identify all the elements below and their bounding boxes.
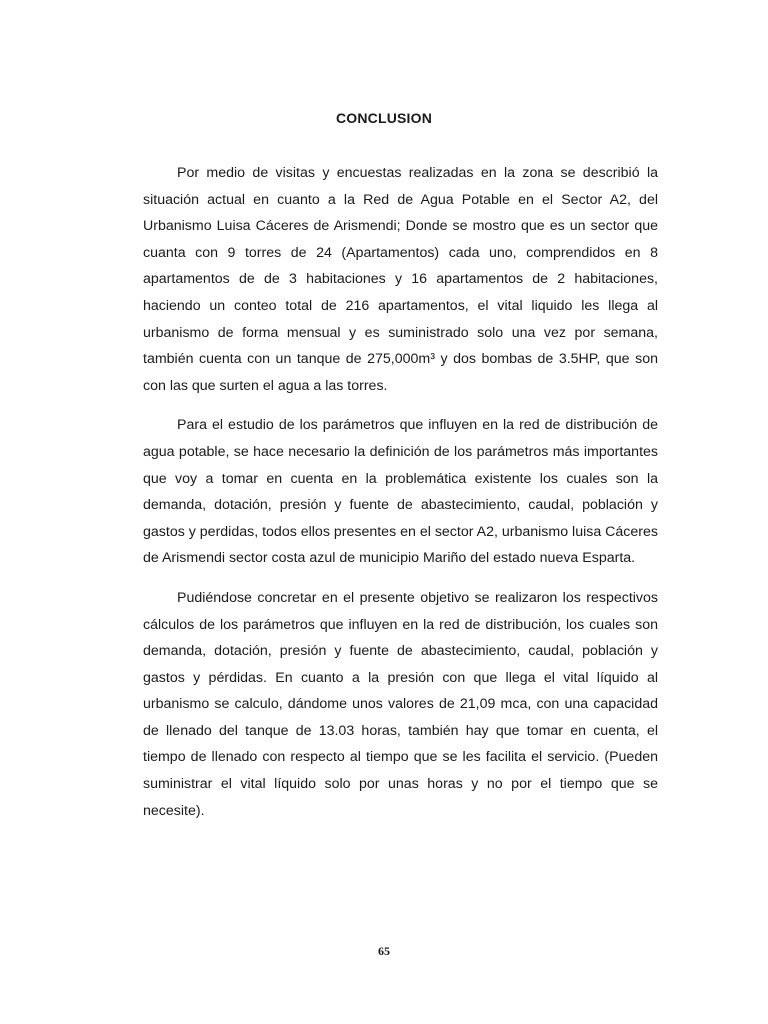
paragraph-3: Pudiéndose concretar en el presente objetivo se realizaron los respectivos cálculos de los parámetros que influyen en la red de distribución, los cuales son demanda, dotación, presión y fuente de abastecimiento, caudal, población y gastos y pérdidas. En cuanto a la presión con que llega el vital líquido al urbanismo se calculo, dándome unos valores de 21,09 mca, con una capacidad de llenado del tanque de 13.03 horas, también hay que tomar en cuenta, el tiempo de llenado con respecto al tiempo que se les facilita el servicio. (Pueden suministrar el vital líquido solo por unas horas y no por el tiempo que se necesite). bbox=[143, 589, 658, 819]
body-text bbox=[143, 160, 658, 837]
paragraph-2: Para el estudio de los parámetros que influyen en la red de distribución de agua potable, se hace necesario la definición de los parámetros más importantes que voy a tomar en cuenta en la problemática existente los cuales son la demanda, dotación, presión y fuente de abastecimiento, caudal, población y gastos y perdidas, todos ellos presentes en el sector A2, urbanismo luisa Cáceres de Arismendi sector costa azul de municipio Mariño del estado nueva Esparta. bbox=[143, 417, 658, 567]
paragraph-1: Por medio de visitas y encuestas realizadas en la zona se describió la situación actual en cuanto a la Red de Agua Potable en el Sector A2, del Urbanismo Luisa Cáceres de Arismendi; Donde se mostro que es un sector que cuanta con 9 torres de 24 (Apartamentos) cada uno, comprendidos en 8 apartamentos de de 3 habitaciones y 16 apartamentos de 2 habitaciones, haciendo un conteo total de 216 apartamentos, el vital liquido les llega al urbanismo de forma mensual y es suministrado solo una vez por semana, también cuenta con un tanque de 275,000m³ y dos bombas de 3.5HP, que son con las que surten el agua a las torres. bbox=[143, 165, 658, 394]
page-title: CONCLUSION bbox=[335, 110, 433, 126]
page-number: 65 bbox=[378, 944, 390, 958]
